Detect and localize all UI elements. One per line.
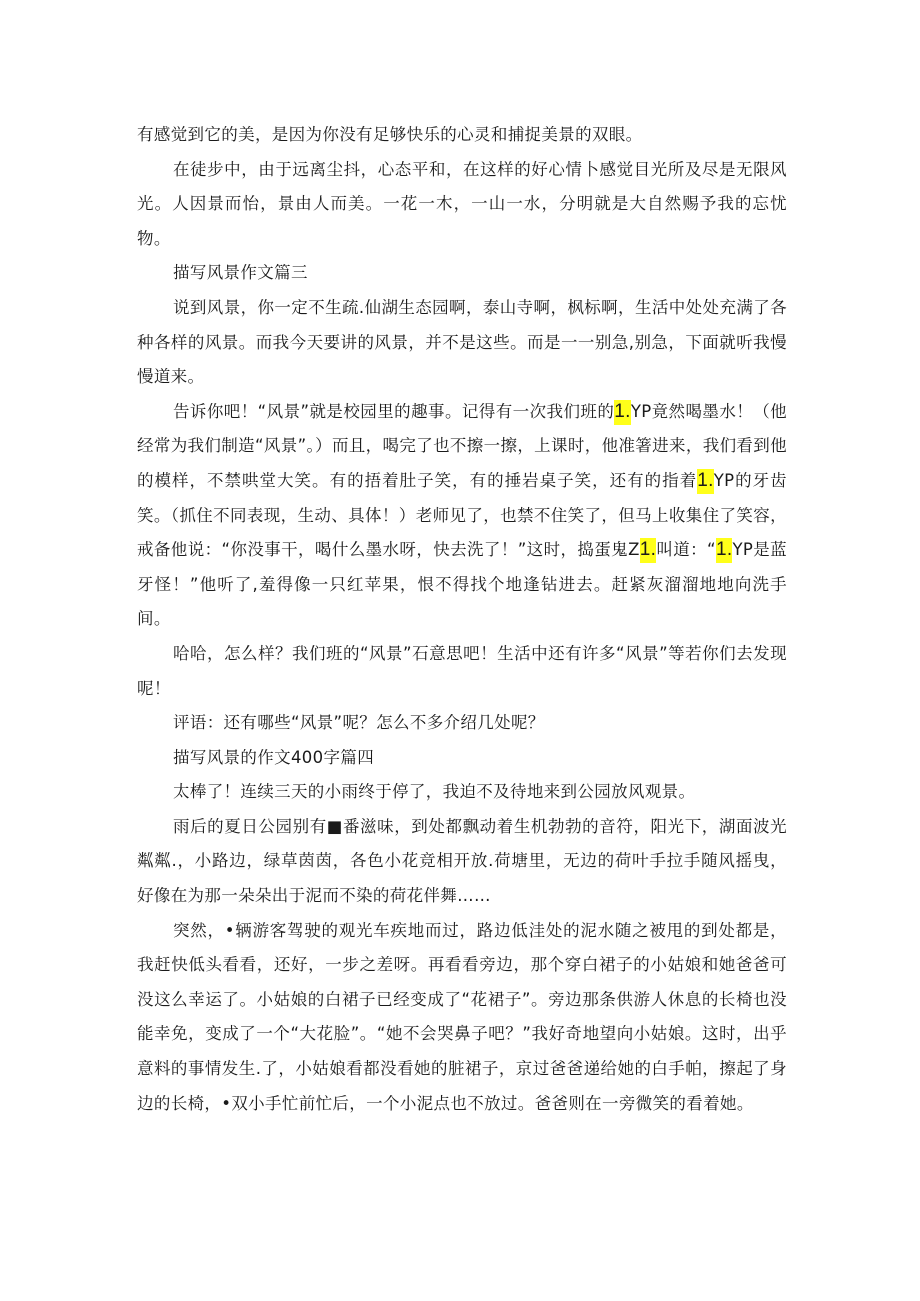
paragraph-text: 雨后的夏日公园别有■番滋味，到处都飘动着生机勃勃的音符，阳光下，湖面波光粼粼.，小路边，绿草茵茵，各色小花竞相开放.荷塘里，无边的荷叶手拉手随风摇曳，好像在为那一朵朵出于泥而不染的荷花伴舞…… (137, 816, 787, 906)
paragraph-text: 评语：还有哪些“风景”呢？怎么不多介绍几处呢？ (173, 713, 545, 733)
paragraph-text: 告诉你吧！“风景”就是校园里的趣事。记得有一次我们班的 (173, 401, 615, 421)
document-body (137, 118, 787, 1121)
highlighted-text: 1. (640, 538, 657, 563)
paragraph-text: 说到风景，你一定不生疏.仙湖生态园啊，泰山寺啊，枫标啊，生活中处处充满了各种各样的风景。而我今天要讲的风景，并不是这些。而是一一别急,别急，下面就听我慢慢道来。 (137, 297, 787, 387)
paragraph (137, 775, 787, 810)
highlighted-text: 1. (716, 538, 733, 563)
paragraph-text: 在徒步中，由于远离尘抖，心态平和，在这样的好心情卜感觉目光所及尽是无限风光。人因景而怡，景由人而美。一花一木，一山一水，分明就是大自然赐予我的忘忧物。 (137, 159, 787, 248)
highlighted-text: 1. (697, 469, 714, 494)
paragraph-text: YP竟然喝墨水！（他经常为我们制造“风景”。）而且，喝完了也不擦一擦，上课时，他准箸进来，我们看到他的模样，不禁哄堂大笑。有的捂着肚子笑，有的捶岩桌子笑，还有的指着 (137, 401, 787, 490)
paragraph-text: YP是蓝牙怪！”他听了,羞得像一只红苹果，恨不得找个地逢钻进去。赶紧灰溜溜地地向洗手间。 (137, 540, 788, 629)
paragraph (137, 118, 787, 153)
paragraph-text: 描写风景作文篇三 (173, 263, 308, 283)
paragraph (137, 810, 787, 914)
paragraph-text: YP的牙齿笑。（抓住不同表现，生动、具体！）老师见了，也禁不住笑了，但马上收集住了笑容，戒备他说：“你没事干，喝什么墨水呀，快去洗了！”这时，捣蛋鬼Z (137, 470, 787, 560)
paragraph-text: 描写风景的作文400字篇四 (173, 747, 375, 767)
paragraph-text: 叫道：“ (656, 540, 716, 560)
paragraph (137, 291, 787, 395)
paragraph-text: 突然，•辆游客驾驶的观光车疾地而过，路边低洼处的泥水随之被甩的到处都是，我赶快低头看看，还好，一步之差呀。再看看旁边，那个穿白裙子的小姑娘和她爸爸可没这么幸运了。小姑娘的白裙子已经变成了“花裙子”。旁边那条供游人休息的长椅也没能幸免，变成了一个“大花脸”。“她不会哭鼻子吧？”我好奇地望向小姑娘。这时，出乎意料的事情发生.了，小姑娘看都没看她的脏裙子，京过爸爸递给她的白手帕，擦起了身边的长椅，•双小手忙前忙后，一个小泥点也不放过。爸爸则在一旁微笑的看着她。 (137, 920, 787, 1113)
paragraph (137, 741, 787, 776)
paragraph (137, 637, 787, 706)
paragraph (137, 395, 787, 637)
paragraph-text: 有感觉到它的美，是因为你没有足够快乐的心灵和捕捉美景的双眼。 (137, 125, 643, 144)
paragraph (137, 706, 787, 741)
paragraph (137, 256, 787, 291)
paragraph (137, 153, 787, 257)
highlighted-text: 1. (614, 400, 631, 425)
paragraph-text: 太棒了！连续三天的小雨终于停了，我迫不及待地来到公园放风观景。 (173, 782, 696, 802)
paragraph-text: 哈哈，怎么样？我们班的“风景”石意思吧！生活中还有许多“风景”等若你们去发现呢！ (137, 643, 787, 698)
paragraph (137, 914, 787, 1122)
